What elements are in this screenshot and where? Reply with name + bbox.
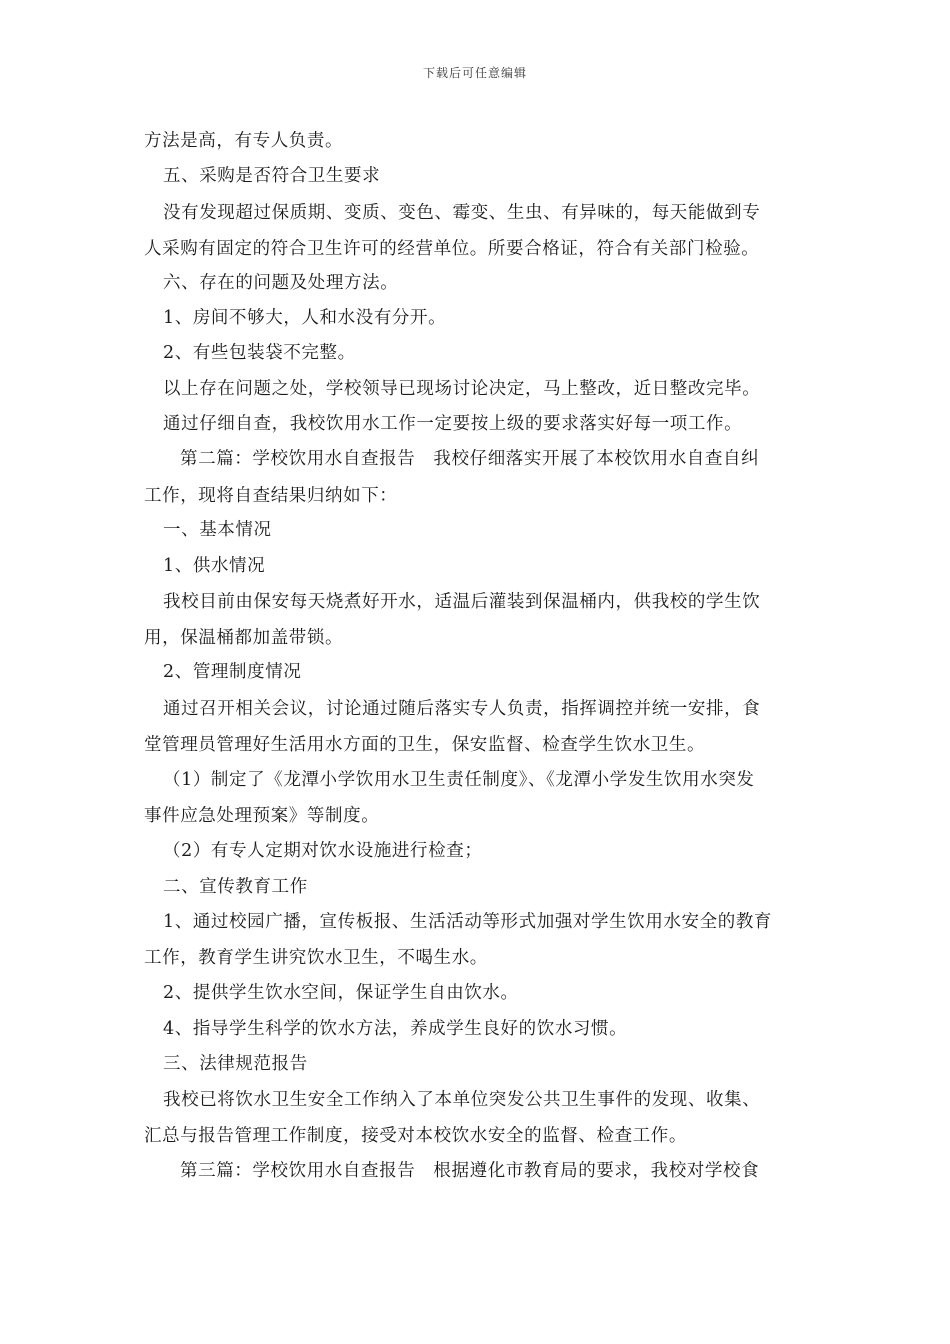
- paragraph-line: 通过仔细自查，我校饮用水工作一定要按上级的要求落实好每一项工作。: [163, 414, 743, 434]
- paragraph-line: 汇总与报告管理工作制度，接受对本校饮水安全的监督、检查工作。: [144, 1126, 687, 1146]
- section-heading: 五、采购是否符合卫生要求: [163, 166, 381, 186]
- list-item: 2、提供学生饮水空间，保证学生自由饮水。: [163, 983, 519, 1003]
- list-item: 1、通过校园广播，宣传板报、生活活动等形式加强对学生饮用水安全的教育: [163, 912, 773, 932]
- list-item: （1）制定了《龙潭小学饮用水卫生责任制度》、《龙潭小学发生饮用水突发: [163, 770, 755, 790]
- paragraph-line: 以上存在问题之处，学校领导已现场讨论决定，马上整改，近日整改完毕。: [163, 379, 761, 399]
- list-item: 4、指导学生科学的饮水方法，养成学生良好的饮水习惯。: [163, 1019, 628, 1039]
- section-heading: 二、宣传教育工作: [163, 877, 308, 897]
- paragraph-line: 方法是高，有专人负责。: [144, 131, 344, 151]
- paragraph-line: 用，保温桶都加盖带锁。: [144, 628, 344, 648]
- subsection-heading: 1、供水情况: [163, 556, 266, 576]
- paragraph-line: 工作，现将自查结果归纳如下：: [144, 486, 398, 506]
- paragraph-line: 我校已将饮水卫生安全工作纳入了本单位突发公共卫生事件的发现、收集、: [163, 1090, 761, 1110]
- paragraph-line: 通过召开相关会议，讨论通过随后落实专人负责，指挥调控并统一安排，食: [163, 699, 761, 719]
- paragraph-line: 事件应急处理预案》等制度。: [144, 806, 380, 826]
- paragraph-line: 堂管理员管理好生活用水方面的卫生，保安监督、检查学生饮水卫生。: [144, 735, 706, 755]
- paragraph-line: 第三篇：学校饮用水自查报告 根据遵化市教育局的要求，我校对学校食: [180, 1161, 760, 1181]
- list-item: （2）有专人定期对饮水设施进行检查；: [163, 841, 483, 861]
- paragraph-line: 工作，教育学生讲究饮水卫生，不喝生水。: [144, 948, 488, 968]
- paragraph-line: 第二篇：学校饮用水自查报告 我校仔细落实开展了本校饮用水自查自纠: [180, 449, 760, 469]
- paragraph-line: 没有发现超过保质期、变质、变色、霉变、生虫、有异味的，每天能做到专: [163, 203, 761, 223]
- section-heading: 一、基本情况: [163, 520, 272, 540]
- subsection-heading: 2、管理制度情况: [163, 662, 302, 682]
- paragraph-line: 人采购有固定的符合卫生许可的经营单位。所要合格证，符合有关部门检验。: [144, 239, 760, 259]
- page-header: 下载后可任意编辑: [422, 66, 527, 80]
- section-heading: 三、法律规范报告: [163, 1054, 308, 1074]
- list-item: 2、有些包装袋不完整。: [163, 343, 356, 363]
- list-item: 1、房间不够大，人和水没有分开。: [163, 308, 447, 328]
- paragraph-line: 我校目前由保安每天烧煮好开水，适温后灌装到保温桶内，供我校的学生饮: [163, 592, 761, 612]
- section-heading: 六、存在的问题及处理方法。: [163, 273, 399, 293]
